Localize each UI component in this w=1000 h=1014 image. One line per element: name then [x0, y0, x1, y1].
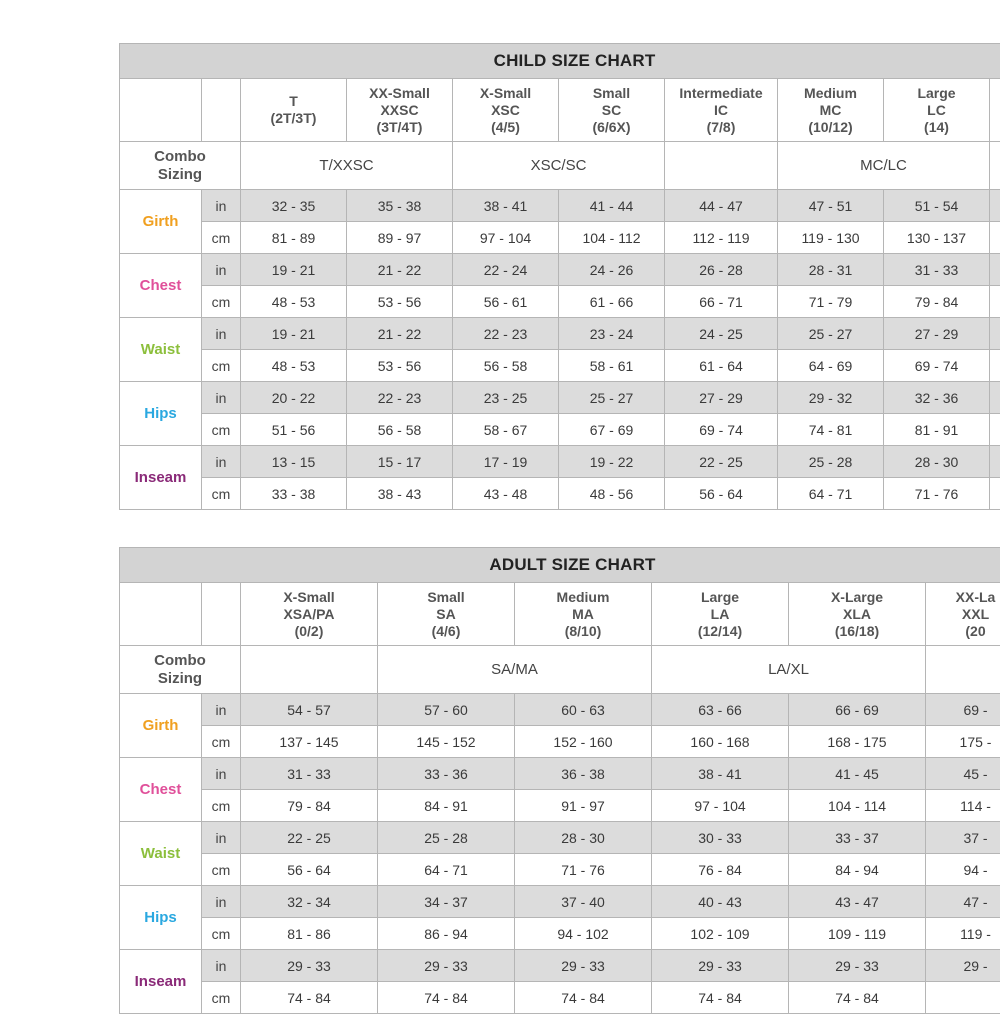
- size-value: 61 - 66: [559, 286, 665, 318]
- size-value: 31 - 33: [884, 254, 990, 286]
- combo-sizing-label: [120, 142, 241, 190]
- size-value: 22 - 23: [347, 382, 453, 414]
- size-range: (16/18): [789, 623, 925, 640]
- size-value: 19 - 21: [241, 318, 347, 350]
- size-value: 44 - 47: [665, 190, 778, 222]
- size-value: 31 - 33: [241, 758, 378, 790]
- unit-label: cm: [202, 982, 241, 1014]
- size-value: 94 -: [926, 854, 1000, 886]
- size-value: 130 - 137: [884, 222, 990, 254]
- size-value: 38 - 41: [453, 190, 559, 222]
- size-name: XX-Small: [347, 85, 452, 102]
- size-value: 29 - 33: [652, 950, 789, 982]
- measurement-row-chest-cm: [120, 286, 1000, 318]
- size-value: 27 - 29: [884, 318, 990, 350]
- size-value: 74 - 84: [652, 982, 789, 1014]
- size-value: 34 - 37: [378, 886, 515, 918]
- measurement-row-hips-cm: [120, 414, 1000, 446]
- size-code: MA: [515, 606, 651, 623]
- size-value: 33 - 37: [789, 822, 926, 854]
- cut-off-cell: [990, 478, 1000, 510]
- combo-value: LA/XL: [652, 646, 926, 694]
- corner-cell: [120, 583, 202, 646]
- size-code: SA: [378, 606, 514, 623]
- size-code: XXL: [926, 606, 1000, 623]
- size-value: 25 - 28: [778, 446, 884, 478]
- size-header: [515, 583, 652, 646]
- combo-value: [241, 646, 378, 694]
- size-value: 33 - 36: [378, 758, 515, 790]
- chart-title: CHILD SIZE CHART: [120, 44, 1000, 79]
- size-value: 152 - 160: [515, 726, 652, 758]
- combo-label-line: Sizing: [120, 670, 240, 688]
- size-range: (0/2): [241, 623, 377, 640]
- size-value: 54 - 57: [241, 694, 378, 726]
- unit-label: cm: [202, 222, 241, 254]
- size-name: Intermediate: [665, 85, 777, 102]
- size-value: 38 - 41: [652, 758, 789, 790]
- size-name: Medium: [515, 589, 651, 606]
- size-value: 38 - 43: [347, 478, 453, 510]
- size-value: 37 - 40: [515, 886, 652, 918]
- size-name: Large: [652, 589, 788, 606]
- measurement-row-waist-cm: [120, 350, 1000, 382]
- measurement-row-girth-in: [120, 190, 1000, 222]
- size-value: 47 - 51: [778, 190, 884, 222]
- size-value: 29 - 33: [378, 950, 515, 982]
- size-range: (12/14): [652, 623, 788, 640]
- cut-off-cell: [990, 222, 1000, 254]
- size-value: 22 - 24: [453, 254, 559, 286]
- measurement-row-girth-cm: [120, 726, 1000, 758]
- size-value: 86 - 94: [378, 918, 515, 950]
- size-value: 57 - 60: [378, 694, 515, 726]
- size-value: 17 - 19: [453, 446, 559, 478]
- unit-label: cm: [202, 350, 241, 382]
- size-code: XLA: [789, 606, 925, 623]
- size-name: Large: [884, 85, 989, 102]
- measurement-row-hips-cm: [120, 918, 1000, 950]
- size-value: 41 - 44: [559, 190, 665, 222]
- size-value: 48 - 56: [559, 478, 665, 510]
- size-value: 74 - 81: [778, 414, 884, 446]
- size-header: [559, 79, 665, 142]
- combo-label-line: Sizing: [120, 166, 240, 184]
- size-header: [884, 79, 990, 142]
- unit-label: cm: [202, 478, 241, 510]
- size-value: 74 - 84: [515, 982, 652, 1014]
- corner-cell: [202, 79, 241, 142]
- measurement-row-waist-in: [120, 822, 1000, 854]
- size-value: 22 - 23: [453, 318, 559, 350]
- size-name: Small: [378, 589, 514, 606]
- size-value: 32 - 36: [884, 382, 990, 414]
- size-name: Small: [559, 85, 664, 102]
- size-code: LC: [884, 102, 989, 119]
- child-size-chart: [119, 43, 1000, 510]
- size-code: MC: [778, 102, 883, 119]
- size-value: 43 - 47: [789, 886, 926, 918]
- size-value: 32 - 34: [241, 886, 378, 918]
- size-code: SC: [559, 102, 664, 119]
- unit-label: cm: [202, 854, 241, 886]
- size-value: 69 - 74: [884, 350, 990, 382]
- size-value: 61 - 64: [665, 350, 778, 382]
- measurement-row-waist-cm: [120, 854, 1000, 886]
- size-name: XX-La: [926, 589, 1000, 606]
- size-code: XSA/PA: [241, 606, 377, 623]
- size-value: 74 - 84: [378, 982, 515, 1014]
- size-header: [665, 79, 778, 142]
- size-value: 66 - 69: [789, 694, 926, 726]
- size-header: [926, 583, 1000, 646]
- size-range: (7/8): [665, 119, 777, 136]
- size-value: 45 -: [926, 758, 1000, 790]
- size-value: 29 - 33: [241, 950, 378, 982]
- size-value: 21 - 22: [347, 254, 453, 286]
- size-value: 43 - 48: [453, 478, 559, 510]
- size-value: 56 - 61: [453, 286, 559, 318]
- measurement-label-inseam: Inseam: [120, 950, 202, 1014]
- size-code: IC: [665, 102, 777, 119]
- measurement-row-hips-in: [120, 382, 1000, 414]
- size-value: 33 - 38: [241, 478, 347, 510]
- size-value: 48 - 53: [241, 350, 347, 382]
- measurement-row-inseam-cm: [120, 982, 1000, 1014]
- child-table: [119, 43, 1000, 510]
- size-value: 51 - 56: [241, 414, 347, 446]
- size-value: 37 -: [926, 822, 1000, 854]
- measurement-label-chest: Chest: [120, 254, 202, 318]
- measurement-label-waist: Waist: [120, 822, 202, 886]
- chart-title: ADULT SIZE CHART: [120, 548, 1000, 583]
- combo-value: [665, 142, 778, 190]
- size-header: [778, 79, 884, 142]
- size-value: 29 - 33: [515, 950, 652, 982]
- size-value: 28 - 30: [515, 822, 652, 854]
- combo-sizing-row: [120, 646, 1000, 694]
- size-value: 28 - 31: [778, 254, 884, 286]
- measurement-label-hips: Hips: [120, 886, 202, 950]
- size-value: 29 - 33: [789, 950, 926, 982]
- measurement-label-hips: Hips: [120, 382, 202, 446]
- size-range: (2T/3T): [241, 110, 346, 127]
- size-value: 36 - 38: [515, 758, 652, 790]
- size-value: 56 - 64: [665, 478, 778, 510]
- measurement-row-chest-in: [120, 758, 1000, 790]
- size-value: 74 - 84: [241, 982, 378, 1014]
- size-header-row: [120, 79, 1000, 142]
- measurement-label-chest: Chest: [120, 758, 202, 822]
- size-value: 53 - 56: [347, 286, 453, 318]
- unit-label: cm: [202, 414, 241, 446]
- size-value: 13 - 15: [241, 446, 347, 478]
- size-header: [241, 79, 347, 142]
- measurement-row-inseam-in: [120, 446, 1000, 478]
- size-value: 40 - 43: [652, 886, 789, 918]
- size-value: 22 - 25: [241, 822, 378, 854]
- size-value: 25 - 27: [778, 318, 884, 350]
- size-value: 53 - 56: [347, 350, 453, 382]
- size-value: 48 - 53: [241, 286, 347, 318]
- measurement-label-waist: Waist: [120, 318, 202, 382]
- measurement-row-inseam-in: [120, 950, 1000, 982]
- combo-label-line: Combo: [120, 148, 240, 166]
- size-name: X-Large: [789, 589, 925, 606]
- cut-off-cell: [990, 318, 1000, 350]
- size-value: 97 - 104: [652, 790, 789, 822]
- size-value: 64 - 71: [378, 854, 515, 886]
- size-range: (6/6X): [559, 119, 664, 136]
- combo-sizing-row: [120, 142, 1000, 190]
- title-row: [120, 548, 1000, 583]
- combo-label-line: Combo: [120, 652, 240, 670]
- size-name: X-Small: [241, 589, 377, 606]
- size-value: 112 - 119: [665, 222, 778, 254]
- size-value: 56 - 58: [453, 350, 559, 382]
- cut-off-cell: [990, 190, 1000, 222]
- size-value: 81 - 86: [241, 918, 378, 950]
- size-value: 66 - 71: [665, 286, 778, 318]
- size-value: 89 - 97: [347, 222, 453, 254]
- size-value: 84 - 91: [378, 790, 515, 822]
- size-value: 25 - 27: [559, 382, 665, 414]
- size-value: 71 - 76: [515, 854, 652, 886]
- unit-label: cm: [202, 918, 241, 950]
- size-value: 56 - 58: [347, 414, 453, 446]
- size-value: 15 - 17: [347, 446, 453, 478]
- size-range: (10/12): [778, 119, 883, 136]
- cut-off-cell: [990, 382, 1000, 414]
- size-value: 27 - 29: [665, 382, 778, 414]
- size-value: 26 - 28: [665, 254, 778, 286]
- size-header: [378, 583, 515, 646]
- corner-cell: [202, 583, 241, 646]
- size-range: (4/6): [378, 623, 514, 640]
- size-value: 119 - 130: [778, 222, 884, 254]
- size-value: 94 - 102: [515, 918, 652, 950]
- unit-label: in: [202, 694, 241, 726]
- unit-label: in: [202, 886, 241, 918]
- size-name: Medium: [778, 85, 883, 102]
- size-value: 58 - 67: [453, 414, 559, 446]
- size-value: 20 - 22: [241, 382, 347, 414]
- size-value: 29 -: [926, 950, 1000, 982]
- cut-off-cell: [990, 350, 1000, 382]
- size-value: 58 - 61: [559, 350, 665, 382]
- measurement-row-chest-in: [120, 254, 1000, 286]
- size-value: 137 - 145: [241, 726, 378, 758]
- size-value: 69 -: [926, 694, 1000, 726]
- combo-value: XSC/SC: [453, 142, 665, 190]
- size-code: LA: [652, 606, 788, 623]
- measurement-row-hips-in: [120, 886, 1000, 918]
- cut-off-cell: [990, 446, 1000, 478]
- unit-label: in: [202, 446, 241, 478]
- size-value: 109 - 119: [789, 918, 926, 950]
- unit-label: in: [202, 254, 241, 286]
- size-value: 84 - 94: [789, 854, 926, 886]
- measurement-row-girth-cm: [120, 222, 1000, 254]
- cut-off-cell: [990, 254, 1000, 286]
- size-value: 22 - 25: [665, 446, 778, 478]
- unit-label: in: [202, 822, 241, 854]
- unit-label: cm: [202, 726, 241, 758]
- size-value: 114 -: [926, 790, 1000, 822]
- size-value: 32 - 35: [241, 190, 347, 222]
- size-value: 47 -: [926, 886, 1000, 918]
- size-value: 104 - 114: [789, 790, 926, 822]
- size-value: 69 - 74: [665, 414, 778, 446]
- size-range: (3T/4T): [347, 119, 452, 136]
- measurement-label-girth: Girth: [120, 190, 202, 254]
- combo-value: [926, 646, 1000, 694]
- size-header: [241, 583, 378, 646]
- size-header: [453, 79, 559, 142]
- cut-off-cell: [990, 79, 1000, 142]
- size-header: [347, 79, 453, 142]
- size-value: 63 - 66: [652, 694, 789, 726]
- size-value: 160 - 168: [652, 726, 789, 758]
- measurement-row-waist-in: [120, 318, 1000, 350]
- size-value: 60 - 63: [515, 694, 652, 726]
- title-row: [120, 44, 1000, 79]
- unit-label: cm: [202, 790, 241, 822]
- cut-off-cell: [990, 286, 1000, 318]
- measurement-row-inseam-cm: [120, 478, 1000, 510]
- size-header: [652, 583, 789, 646]
- size-value: 23 - 24: [559, 318, 665, 350]
- size-range: (20: [926, 623, 1000, 640]
- size-code: XXSC: [347, 102, 452, 119]
- unit-label: in: [202, 382, 241, 414]
- size-value: 64 - 69: [778, 350, 884, 382]
- size-value: 81 - 89: [241, 222, 347, 254]
- size-code: XSC: [453, 102, 558, 119]
- size-value: 81 - 91: [884, 414, 990, 446]
- size-value: 25 - 28: [378, 822, 515, 854]
- size-value: 24 - 26: [559, 254, 665, 286]
- size-value: 104 - 112: [559, 222, 665, 254]
- combo-sizing-label: [120, 646, 241, 694]
- size-value: 175 -: [926, 726, 1000, 758]
- measurement-label-inseam: Inseam: [120, 446, 202, 510]
- corner-cell: [120, 79, 202, 142]
- measurement-row-chest-cm: [120, 790, 1000, 822]
- size-value: [926, 982, 1000, 1014]
- size-value: 56 - 64: [241, 854, 378, 886]
- adult-table: [119, 547, 1000, 1014]
- size-value: 28 - 30: [884, 446, 990, 478]
- size-value: 74 - 84: [789, 982, 926, 1014]
- size-value: 168 - 175: [789, 726, 926, 758]
- size-range: (4/5): [453, 119, 558, 136]
- unit-label: in: [202, 950, 241, 982]
- size-value: 102 - 109: [652, 918, 789, 950]
- size-value: 19 - 21: [241, 254, 347, 286]
- size-value: 19 - 22: [559, 446, 665, 478]
- size-value: 79 - 84: [241, 790, 378, 822]
- unit-label: in: [202, 318, 241, 350]
- size-value: 35 - 38: [347, 190, 453, 222]
- size-value: 71 - 76: [884, 478, 990, 510]
- unit-label: in: [202, 190, 241, 222]
- size-header: [789, 583, 926, 646]
- size-value: 23 - 25: [453, 382, 559, 414]
- size-value: 119 -: [926, 918, 1000, 950]
- combo-value: SA/MA: [378, 646, 652, 694]
- measurement-row-girth-in: [120, 694, 1000, 726]
- size-value: 21 - 22: [347, 318, 453, 350]
- unit-label: cm: [202, 286, 241, 318]
- combo-value: MC/LC: [778, 142, 990, 190]
- size-value: 145 - 152: [378, 726, 515, 758]
- size-name: X-Small: [453, 85, 558, 102]
- measurement-label-girth: Girth: [120, 694, 202, 758]
- size-value: 76 - 84: [652, 854, 789, 886]
- size-value: 97 - 104: [453, 222, 559, 254]
- size-value: 29 - 32: [778, 382, 884, 414]
- size-value: 71 - 79: [778, 286, 884, 318]
- size-value: 51 - 54: [884, 190, 990, 222]
- cut-off-cell: [990, 414, 1000, 446]
- size-value: 30 - 33: [652, 822, 789, 854]
- size-value: 24 - 25: [665, 318, 778, 350]
- size-value: 67 - 69: [559, 414, 665, 446]
- size-name: T: [241, 93, 346, 110]
- size-range: (14): [884, 119, 989, 136]
- size-header-row: [120, 583, 1000, 646]
- size-value: 91 - 97: [515, 790, 652, 822]
- unit-label: in: [202, 758, 241, 790]
- adult-size-chart: [119, 547, 1000, 1014]
- size-value: 64 - 71: [778, 478, 884, 510]
- size-value: 41 - 45: [789, 758, 926, 790]
- size-range: (8/10): [515, 623, 651, 640]
- size-value: 79 - 84: [884, 286, 990, 318]
- combo-value: T/XXSC: [241, 142, 453, 190]
